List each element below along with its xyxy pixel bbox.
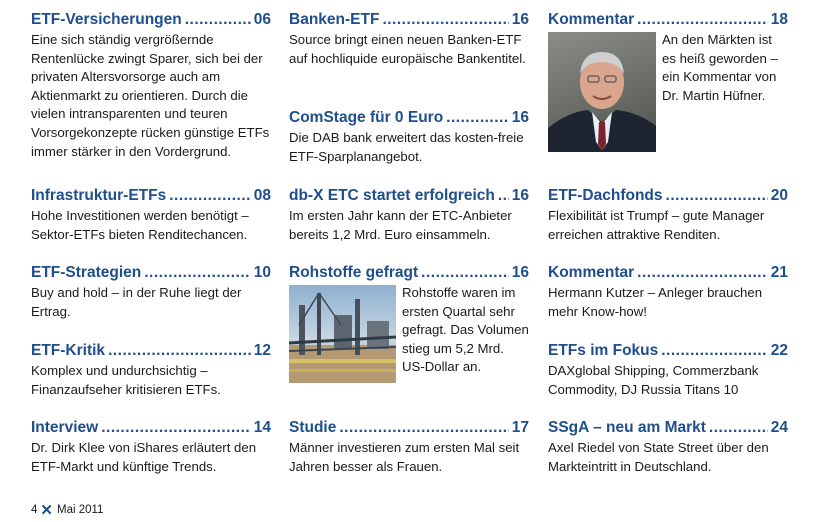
entry-title: SSgA – neu am Markt [548,419,706,436]
entry-page: 21 [770,264,788,281]
leader-dots [339,418,508,438]
leader-dots [108,341,251,361]
entry-heading[interactable] [31,263,271,283]
entry-heading[interactable] [289,263,529,283]
entry-page: 16 [511,109,529,126]
entry-title: ETF-Dachfonds [548,187,663,204]
entry-title: Studie [289,419,337,436]
entry-heading[interactable] [31,418,271,438]
entry-description: Im ersten Jahr kann der ETC-Anbieter bereits 1,2 Mrd. Euro einsammeln. [289,208,512,242]
entry-description: Eine sich ständig vergrößernde Rentenlücke zwingt Sparer, sich bei der privaten Altersvorsorge auch am Aktienmarkt zu orientieren. Durch die vielen intransparenten und teuren Vorsorgekonzepte rücken günstige ETFs immer stärker in den Vordergrund. [31,32,270,159]
entry-heading[interactable] [548,186,788,206]
entry-description: Source bringt einen neuen Banken-ETF auf hochliquide europäische Bankentitel. [289,32,526,66]
entry-description: Buy and hold – in der Ruhe liegt der Ertrag. [31,285,242,319]
entry-description: Axel Riedel von State Street über den Markteintritt in Deutschland. [548,440,769,474]
entry-heading[interactable] [289,10,529,30]
leader-dots [446,108,509,128]
entry-description: Männer investieren zum ersten Mal seit Jahren besser als Frauen. [289,440,520,474]
leader-dots [421,263,509,283]
toc-entry-banken-etf[interactable] [289,10,529,68]
toc-entry-db-x-etc[interactable] [289,186,529,244]
page-footer [31,501,103,519]
entry-description: Hohe Investitionen werden benötigt – Sektor-ETFs bieten Renditechancen. [31,208,249,242]
leader-dots [169,186,251,206]
entry-title: ETFs im Fokus [548,342,659,359]
leader-dots [661,341,768,361]
entry-title: Rohstoffe gefragt [289,264,419,281]
toc-entry-comstage[interactable] [289,108,529,166]
portrait-photo [548,32,656,152]
toc-entry-infrastruktur-etfs[interactable] [31,186,271,244]
entry-description: Komplex und undurchsichtig – Finanzaufseher kritisieren ETFs. [31,363,221,397]
entry-heading[interactable] [31,341,271,361]
entry-title: ETF-Versicherungen [31,11,182,28]
toc-entry-kommentar-18[interactable] [548,10,788,152]
toc-entry-etf-strategien[interactable] [31,263,271,321]
entry-heading[interactable] [548,418,788,438]
entry-title: ETF-Kritik [31,342,106,359]
leader-dots [498,186,509,206]
entry-description: Die DAB bank erweitert das kosten-freie ETF-Sparplanangebot. [289,130,524,164]
entry-page: 20 [770,187,788,204]
leader-dots [666,186,768,206]
entry-title: Kommentar [548,11,635,28]
entry-title: ComStage für 0 Euro [289,109,444,126]
entry-page: 14 [253,419,271,436]
entry-page: 16 [511,11,529,28]
leader-dots [185,10,251,30]
toc-entry-etfs-im-fokus[interactable] [548,341,788,399]
leader-dots [144,263,251,283]
entry-page: 06 [253,11,271,28]
entry-page: 24 [770,419,788,436]
toc-entry-etf-dachfonds[interactable] [548,186,788,244]
toc-entry-rohstoffe-gefragt[interactable] [289,263,529,383]
entry-heading[interactable] [548,263,788,283]
issue-date: Mai 2011 [56,504,104,516]
entry-title: Kommentar [548,264,635,281]
entry-page: 18 [770,11,788,28]
entry-page: 22 [770,342,788,359]
entry-heading[interactable] [289,108,529,128]
entry-page: 12 [253,342,271,359]
brand-x-icon: ✕ [40,502,53,519]
toc-entry-ssga[interactable] [548,418,788,476]
toc-entry-kommentar-21[interactable] [548,263,788,321]
page-number: 4 [31,504,38,516]
entry-page: 16 [511,264,529,281]
entry-page: 16 [511,187,529,204]
entry-title: Infrastruktur-ETFs [31,187,167,204]
toc-entry-etf-kritik[interactable] [31,341,271,399]
entry-title: Interview [31,419,99,436]
oil-rig-photo [289,285,396,383]
entry-page: 10 [253,264,271,281]
toc-entry-etf-versicherungen[interactable] [31,10,271,161]
entry-heading[interactable] [289,186,529,206]
entry-title: Banken-ETF [289,11,380,28]
entry-page: 17 [511,419,529,436]
entry-description: Rohstoffe waren im ersten Quartal sehr gefragt. Das Volumen stieg um 5,2 Mrd. US-Dollar an. [402,285,529,375]
leader-dots [637,10,768,30]
entry-description: An den Märkten ist es heiß geworden – ein Kommentar von Dr. Martin Hüfner. [662,32,778,103]
entry-page: 08 [253,187,271,204]
toc-entry-interview[interactable] [31,418,271,476]
entry-heading[interactable] [289,418,529,438]
leader-dots [637,263,768,283]
entry-description: Hermann Kutzer – Anleger brauchen mehr Know-how! [548,285,763,319]
entry-description: DAXglobal Shipping, Commerzbank Commodity, DJ Russia Titans 10 [548,363,759,397]
entry-title: db-X ETC startet erfolgreich [289,187,495,204]
entry-heading[interactable] [31,10,271,30]
entry-heading[interactable] [31,186,271,206]
leader-dots [382,10,508,30]
entry-title: ETF-Strategien [31,264,142,281]
leader-dots [709,418,768,438]
entry-heading[interactable] [548,10,788,30]
entry-description: Dr. Dirk Klee von iShares erläutert den ETF-Markt und künftige Trends. [31,440,257,474]
toc-entry-studie[interactable] [289,418,529,476]
leader-dots [101,418,251,438]
entry-description: Flexibilität ist Trumpf – gute Manager erreichen attraktive Renditen. [548,208,765,242]
entry-heading[interactable] [548,341,788,361]
